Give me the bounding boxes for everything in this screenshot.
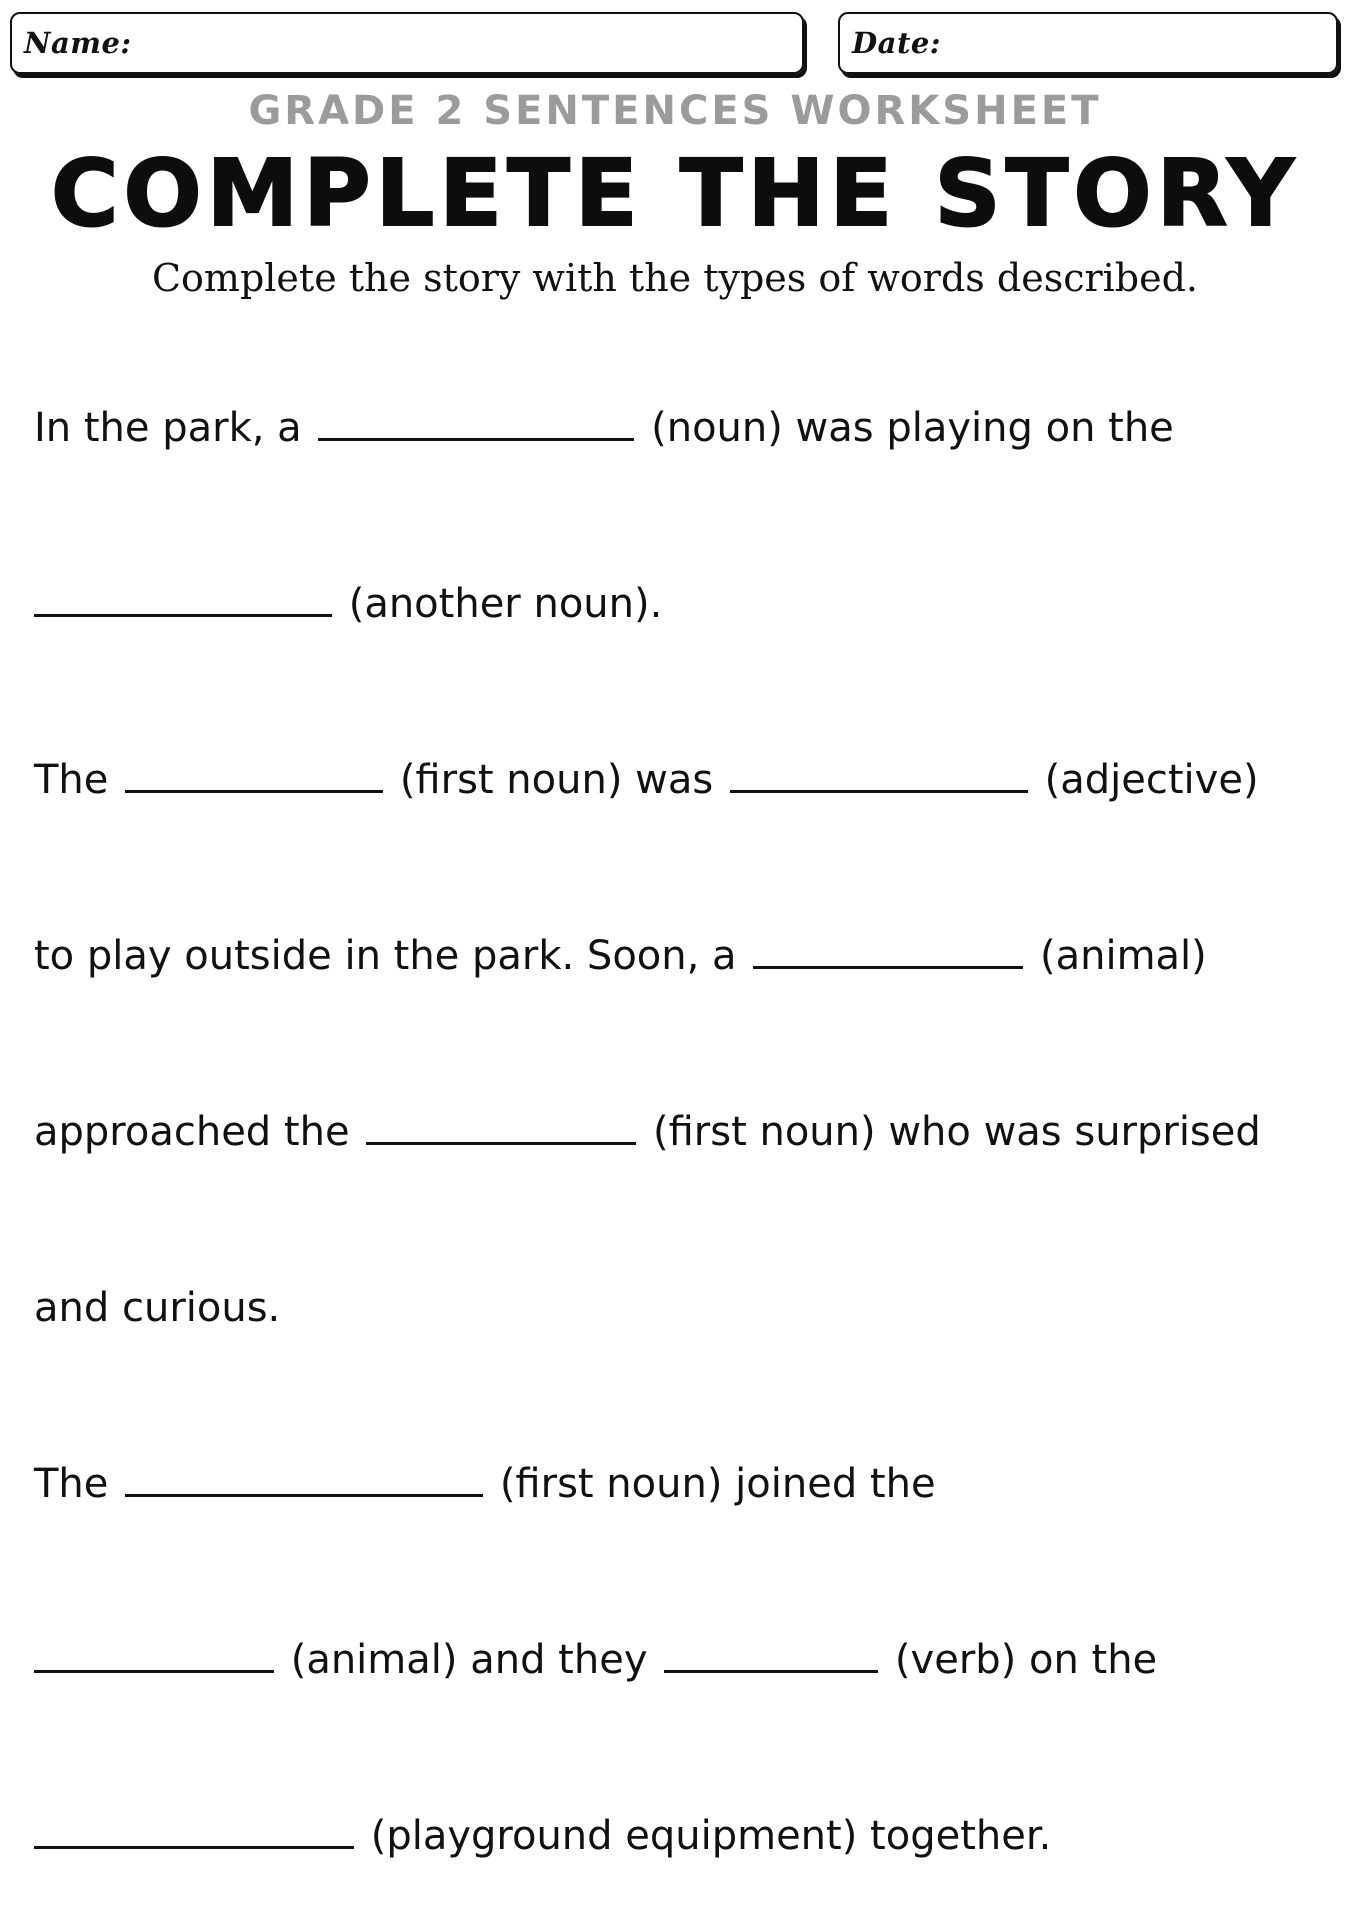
blank-animal[interactable] <box>753 928 1023 969</box>
story-line-2 <box>34 576 662 632</box>
blank-verb[interactable] <box>664 1632 878 1673</box>
blank-playground-equipment[interactable] <box>34 1808 354 1849</box>
blank-another-noun[interactable] <box>34 576 332 617</box>
blank-first-noun[interactable] <box>125 1456 483 1497</box>
story-line-4 <box>34 928 1207 984</box>
story-text-segment: (first noun) who was surprised <box>640 1109 1261 1155</box>
name-field[interactable] <box>10 12 804 74</box>
blank-animal[interactable] <box>34 1632 274 1673</box>
story-line-3 <box>34 752 1259 808</box>
story-text-segment: (animal) <box>1027 933 1207 979</box>
story-text-segment: (playground equipment) together. <box>358 1813 1052 1859</box>
blank-first-noun[interactable] <box>125 752 383 793</box>
story-text-segment: (first noun) was <box>387 757 726 803</box>
story-line-7 <box>34 1456 936 1512</box>
story-text-segment: In the park, a <box>34 405 315 451</box>
name-label: Name: <box>24 26 132 60</box>
story-line-9 <box>34 1808 1051 1864</box>
story-line-8 <box>34 1632 1157 1688</box>
date-field[interactable] <box>838 12 1338 74</box>
story-text-segment: and curious. <box>34 1285 281 1331</box>
worksheet-instructions: Complete the story with the types of words described. <box>151 256 1199 300</box>
story-text-segment: The <box>34 757 122 803</box>
worksheet-title: COMPLETE THE STORY <box>50 140 1300 247</box>
blank-noun[interactable] <box>318 400 634 441</box>
date-label: Date: <box>852 26 941 60</box>
story-text-segment: (verb) on the <box>882 1637 1158 1683</box>
story-text-segment: The <box>34 1461 122 1507</box>
story-text-segment: (another noun). <box>336 581 663 627</box>
story-text-segment: approached the <box>34 1109 363 1155</box>
blank-first-noun[interactable] <box>366 1104 636 1145</box>
worksheet-subtitle: GRADE 2 SENTENCES WORKSHEET <box>248 88 1102 134</box>
story-text-segment: (noun) was playing on the <box>638 405 1174 451</box>
story-line-5 <box>34 1104 1261 1160</box>
story-text-segment: (adjective) <box>1031 757 1259 803</box>
story-line-1 <box>34 400 1174 456</box>
story-text-segment: (animal) and they <box>278 1637 661 1683</box>
story-text-segment: to play outside in the park. Soon, a <box>34 933 750 979</box>
blank-adjective[interactable] <box>730 752 1028 793</box>
story-text-segment: (first noun) joined the <box>487 1461 936 1507</box>
story-line-6 <box>34 1280 280 1336</box>
